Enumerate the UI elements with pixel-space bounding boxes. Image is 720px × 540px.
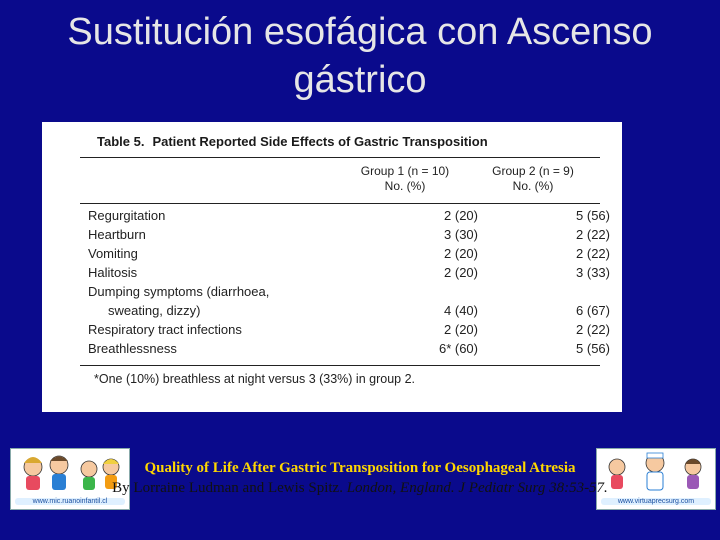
row-label: Regurgitation	[88, 208, 166, 223]
citation-title: Quality of Life After Gastric Transposition for Oesophageal Atresia	[144, 460, 576, 476]
row-group2-value: 2 (22)	[576, 227, 610, 242]
citation	[0, 458, 720, 498]
row-label-line1: Dumping symptoms (diarrhoea,	[88, 284, 270, 299]
row-label	[88, 282, 378, 320]
table-row	[88, 225, 610, 244]
table-row	[88, 244, 610, 263]
column-header-group1-line1: Group 1 (n = 10)	[360, 164, 450, 178]
row-label: Halitosis	[88, 265, 138, 280]
table-rule-top	[80, 157, 600, 158]
slide-title-line2: gástrico	[293, 59, 427, 101]
row-group2-value: 2 (22)	[576, 322, 610, 337]
citation-place: London, England.	[346, 480, 455, 496]
logo-left-url: www.mic.ruanoinfantil.cl	[15, 498, 125, 505]
row-label: Respiratory tract infections	[88, 322, 242, 337]
column-header-group1	[350, 164, 460, 194]
table-footnote: *One (10%) breathless at night versus 3 (33%) in group 2.	[94, 372, 416, 386]
slide-title	[0, 8, 720, 104]
table-caption-text: Patient Reported Side Effects of Gastric Transposition	[152, 134, 488, 149]
table-row	[88, 282, 610, 320]
row-label: Vomiting	[88, 246, 138, 261]
row-group1-value: 6* (60)	[438, 341, 478, 356]
citation-authors: By Lorraine Ludman and Lewis Spitz.	[112, 480, 343, 496]
column-header-group1-line2: No. (%)	[384, 179, 426, 193]
row-group2-value: 5 (56)	[576, 208, 610, 223]
row-group1-value: 2 (20)	[444, 246, 478, 261]
row-label-line2: sweating, dizzy)	[108, 303, 201, 318]
citation-journal: J Pediatr Surg 38:53-57.	[458, 480, 608, 496]
row-group1-value: 2 (20)	[444, 208, 478, 223]
table-body	[88, 206, 610, 358]
table-row	[88, 263, 610, 282]
table-rule-bottom	[80, 365, 600, 366]
row-group2-value: 6 (67)	[576, 303, 610, 318]
column-header-group2	[478, 164, 588, 194]
table-row	[88, 320, 610, 339]
table-caption-label: Table 5.	[97, 134, 145, 149]
logo-right-url: www.virtuaprecsurg.com	[601, 498, 711, 505]
table-caption	[97, 134, 488, 149]
row-group2-value: 5 (56)	[576, 341, 610, 356]
row-group2-value: 2 (22)	[576, 246, 610, 261]
row-label: Heartburn	[88, 227, 146, 242]
row-group2-value: 3 (33)	[576, 265, 610, 280]
slide-title-line1: Sustitución esofágica con Ascenso	[67, 11, 653, 53]
column-header-group2-line1: Group 2 (n = 9)	[492, 164, 574, 178]
table-row	[88, 339, 610, 358]
row-group1-value: 2 (20)	[444, 265, 478, 280]
citation-source	[0, 478, 720, 498]
row-group1-value: 4 (40)	[444, 303, 478, 318]
row-group1-value: 3 (30)	[444, 227, 478, 242]
table-image	[42, 122, 622, 412]
row-label: Breathlessness	[88, 341, 177, 356]
row-group1-value: 2 (20)	[444, 322, 478, 337]
column-header-group2-line2: No. (%)	[512, 179, 554, 193]
table-row	[88, 206, 610, 225]
table-rule-header	[80, 203, 600, 204]
